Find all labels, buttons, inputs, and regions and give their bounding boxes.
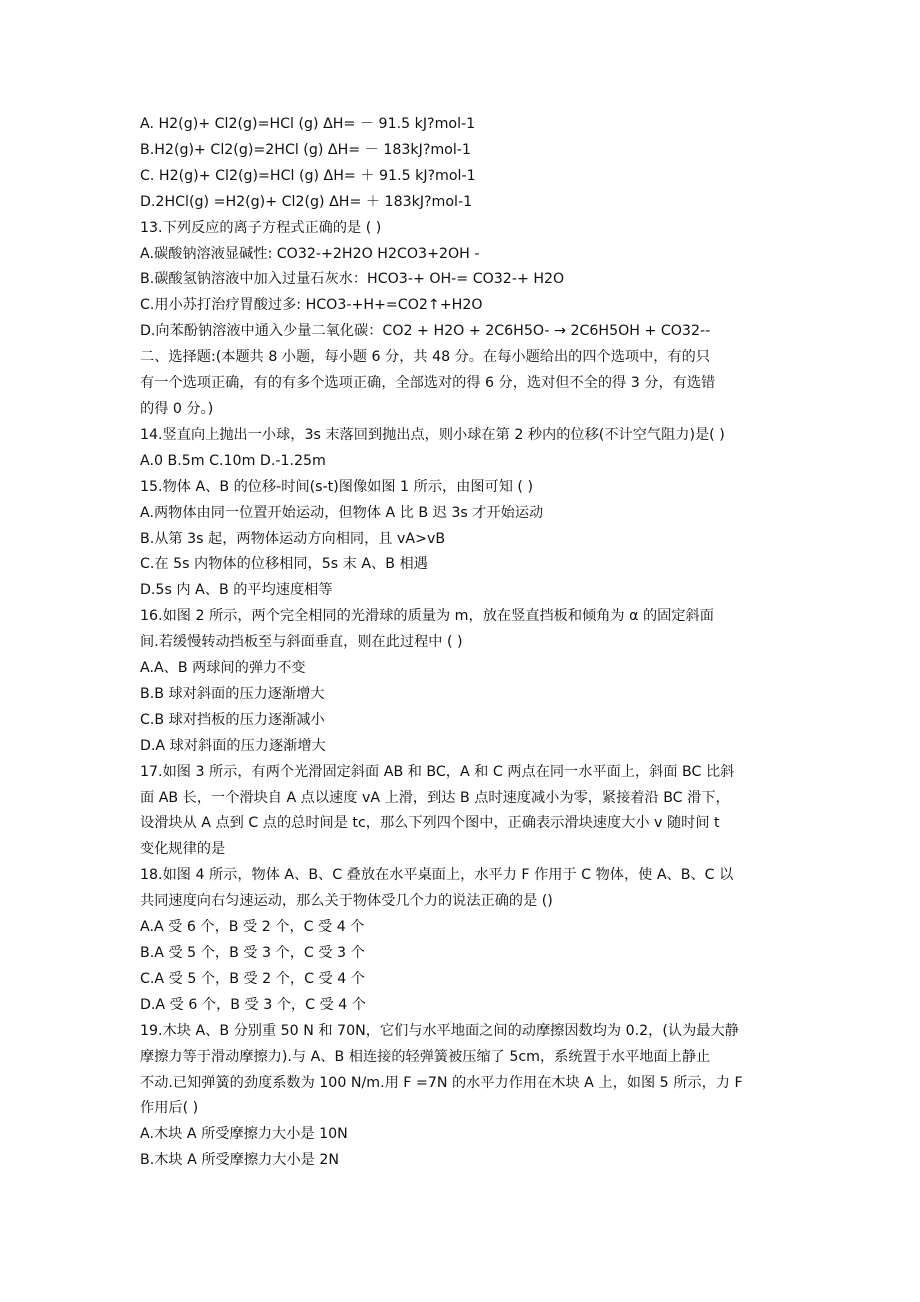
q15-option-a: A.两物体由同一位置开始运动，但物体 A 比 B 迟 3s 才开始运动	[140, 504, 544, 521]
q13-stem: 13.下列反应的离子方程式正确的是 ( )	[140, 219, 382, 236]
q15-option-d: D.5s 内 A、B 的平均速度相等	[140, 582, 333, 599]
q17-stem-line-3: 设滑块从 A 点到 C 点的总时间是 tc，那么下列四个图中，正确表示滑块速度大小 v 随时间 t	[140, 815, 720, 832]
q18-stem-line-1: 18.如图 4 所示，物体 A、B、C 叠放在水平桌面上，水平力 F 作用于 C 物体，使 A、B、C 以	[140, 867, 734, 884]
q19-option-b: B.木块 A 所受摩擦力大小是 2N	[140, 1152, 339, 1169]
q13-option-a: A.碳酸钠溶液显碱性: CO32-+2H2O H2CO3+2OH -	[140, 245, 480, 262]
section-2-heading-line-1: 二、选择题:(本题共 8 小题，每小题 6 分，共 48 分。在每小题给出的四个选项中，有的只	[140, 349, 711, 366]
q17-stem-line-1: 17.如图 3 所示，有两个光滑固定斜面 AB 和 BC，A 和 C 两点在同一水平面上，斜面 BC 比斜	[140, 763, 735, 780]
q16-option-b: B.B 球对斜面的压力逐渐增大	[140, 685, 325, 702]
q18-option-a: A.A 受 6 个，B 受 2 个，C 受 4 个	[140, 919, 365, 936]
q19-stem-line-3: 不动.已知弹簧的劲度系数为 100 N/m.用 F =7N 的水平力作用在木块 A 上，如图 5 所示，力 F	[140, 1074, 743, 1091]
q13-option-d: D.向苯酚钠溶液中通入少量二氧化碳：CO2 + H2O + 2C6H5O- → 2C6H5OH + CO32--	[140, 323, 711, 340]
q18-stem-line-2: 共同速度向右匀速运动，那么关于物体受几个力的说法正确的是 ()	[140, 893, 553, 910]
section-2-heading-line-3: 的得 0 分。)	[140, 400, 214, 417]
q13-option-c: C.用小苏打治疗胃酸过多: HCO3-+H+=CO2↑+H2O	[140, 297, 483, 314]
q12-option-a: A. H2(g)+ Cl2(g)=HCl (g) ΔH= － 91.5 kJ?mol-1	[140, 116, 476, 132]
q13-option-b: B.碳酸氢钠溶液中加入过量石灰水：HCO3-+ OH-= CO32-+ H2O	[140, 271, 565, 288]
q16-stem-line-1: 16.如图 2 所示，两个完全相同的光滑球的质量为 m，放在竖直挡板和倾角为 α 的固定斜面	[140, 608, 714, 625]
q12-option-c: C. H2(g)+ Cl2(g)=HCl (g) ΔH= ＋ 91.5 kJ?mol-1	[140, 167, 476, 184]
q15-option-b: B.从第 3s 起，两物体运动方向相同，且 vA>vB	[140, 530, 446, 547]
q16-option-d: D.A 球对斜面的压力逐渐增大	[140, 737, 326, 754]
q17-stem-line-2: 面 AB 长，一个滑块自 A 点以速度 vA 上滑，到达 B 点时速度减小为零，紧接着沿 BC 滑下，	[140, 789, 730, 806]
q14-stem: 14.竖直向上抛出一小球，3s 末落回到抛出点，则小球在第 2 秒内的位移(不计空气阻力)是( )	[140, 426, 725, 443]
q16-stem-line-2: 间.若缓慢转动挡板至与斜面垂直，则在此过程中 ( )	[140, 634, 463, 651]
q14-options: A.0 B.5m C.10m D.-1.25m	[140, 452, 326, 469]
q12-option-d: D.2HCl(g) =H2(g)+ Cl2(g) ΔH= ＋ 183kJ?mol-1	[140, 193, 473, 210]
q19-option-a: A.木块 A 所受摩擦力大小是 10N	[140, 1126, 348, 1143]
q19-stem-line-4: 作用后( )	[140, 1100, 199, 1117]
q16-option-c: C.B 球对挡板的压力逐渐减小	[140, 711, 325, 728]
q19-stem-line-2: 摩擦力等于滑动摩擦力).与 A、B 相连接的轻弹簧被压缩了 5cm，系统置于水平地面上静止	[140, 1048, 711, 1065]
q18-option-c: C.A 受 5 个，B 受 2 个，C 受 4 个	[140, 970, 365, 987]
q19-stem-line-1: 19.木块 A、B 分别重 50 N 和 70N，它们与水平地面之间的动摩擦因数均为 0.2，(认为最大静	[140, 1022, 739, 1039]
q18-option-d: D.A 受 6 个，B 受 3 个，C 受 4 个	[140, 996, 366, 1013]
q16-option-a: A.A、B 两球间的弹力不变	[140, 660, 306, 677]
q15-stem: 15.物体 A、B 的位移-时间(s-t)图像如图 1 所示，由图可知 ( )	[140, 478, 533, 495]
q12-option-b: B.H2(g)+ Cl2(g)=2HCl (g) ΔH= － 183kJ?mol-1	[140, 141, 471, 158]
section-2-heading-line-2: 有一个选项正确，有的有多个选项正确，全部选对的得 6 分，选对但不全的得 3 分，有选错	[140, 375, 716, 392]
q17-stem-line-4: 变化规律的是	[140, 841, 226, 858]
document-page	[140, 112, 790, 1174]
q18-option-b: B.A 受 5 个，B 受 3 个，C 受 3 个	[140, 945, 365, 961]
q15-option-c: C.在 5s 内物体的位移相同，5s 末 A、B 相遇	[140, 556, 428, 573]
